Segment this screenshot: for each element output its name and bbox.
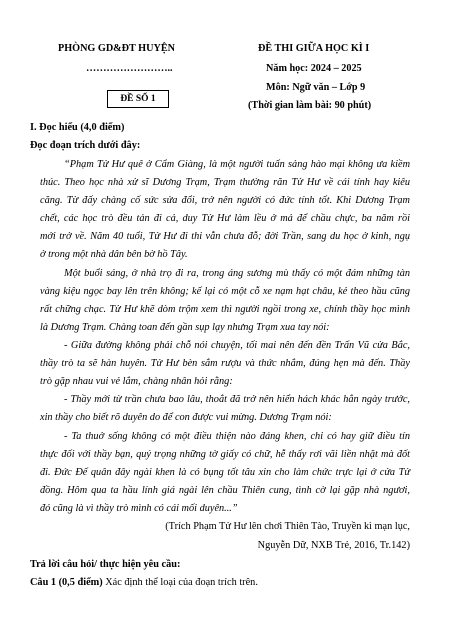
passage-line: “Phạm Tử Hư quê ở Cẩm Giàng, là một người tuấn sảng hào mại không ưa kiềm bbox=[64, 159, 410, 170]
exam-title: ĐỀ THI GIỮA HỌC KÌ I bbox=[258, 43, 370, 54]
passage-line: đi. Đức Đế quân đây ngài khen là có bụng tốt tâu xin cho làm chức trực lại ở cửa Tử bbox=[40, 467, 410, 478]
passage-line: - Ta thuở sống không có một điều thiện nào đáng khen, chỉ có hay giữ điều tín bbox=[64, 431, 410, 442]
passage-line: là Dương Trạm. Chàng toan đến gần sụp lạy nhưng Trạm xua tay nói: bbox=[40, 322, 330, 333]
citation-line: (Trích Phạm Tử Hư lên chơi Thiên Tào, Truyền kì mạn lục, bbox=[165, 521, 410, 532]
passage-line: mới trở về. Năm 40 tuổi, Tử Hư đi thi vẫn chưa đỗ; đời Trần, sang du học ở kinh, ngụ bbox=[40, 231, 410, 242]
subject-line: Môn: Ngữ văn – Lớp 9 bbox=[266, 82, 366, 93]
passage-line: xin thầy cho biết rõ duyên do để con được vui mừng. Dương Trạm nói: bbox=[40, 412, 332, 423]
school-year: Năm học: 2024 – 2025 bbox=[266, 63, 362, 74]
citation-line: Nguyễn Dữ, NXB Trẻ, 2016, Tr.142) bbox=[257, 540, 410, 551]
passage-line: thầy trò ta sẽ hàn huyên. Tử Hư bèn sắm rượu và thức nhắm, đúng hẹn mà đến. Thầy bbox=[40, 358, 410, 369]
passage-line: vàng kiệu ngọc bay lên trên không; kế lại có một cỗ xe nạm hạt châu, kẻ theo hầu cũng bbox=[40, 286, 410, 297]
question-1 bbox=[30, 576, 258, 590]
department-label: PHÒNG GD&ĐT HUYỆN bbox=[58, 43, 175, 54]
passage-line: - Thầy mới từ trần chưa bao lâu, thoắt đã trở nên hiển hách khác hẳn ngày trước, bbox=[64, 394, 410, 405]
section-title: I. Đọc hiểu (4,0 điểm) bbox=[30, 122, 125, 133]
passage-line: căng. Từ đấy chàng cố sức sửa đổi, trở nên người có đức tính tốt. Khi Dương Trạm bbox=[40, 195, 410, 206]
questions-heading: Trả lời câu hỏi/ thực hiện yêu cầu: bbox=[30, 559, 181, 570]
section-instruction: Đọc đoạn trích dưới đây: bbox=[30, 140, 141, 151]
passage-line: rất chững chạc. Tử Hư khẽ dòm trộm xem thì người ngồi trong xe, chính thầy học mình bbox=[40, 304, 410, 315]
passage-line: chết, các học trò đều tản đi cả, duy Tử Hư làm lều ở mả để chầu chực, ba năm rồi bbox=[40, 213, 410, 224]
exam-duration: (Thời gian làm bài: 90 phút) bbox=[248, 100, 372, 111]
passage-line: Một buổi sáng, ở nhà trọ đi ra, trong áng sương mù thấy có một đám những tàn bbox=[64, 268, 410, 279]
passage-line: thực đối với thầy bạn, quý trọng những tờ giấy có chữ, hễ thấy rơi vãi liền nhặt mà đốt bbox=[40, 449, 410, 460]
passage-line: đó cũng là vì thầy trò mình có cái mối duyên...” bbox=[40, 503, 238, 514]
question-1-label: Câu 1 (0,5 điểm) bbox=[30, 577, 103, 588]
district-placeholder: …………………….. bbox=[86, 63, 173, 74]
passage-line: trò gặp nhau vui vẻ lắm, chàng nhân hỏi rằng: bbox=[40, 376, 233, 387]
passage-line: ở trong một nhà dân bên bờ hồ Tây. bbox=[40, 249, 188, 260]
passage-line: đồng. Hôm qua ta hầu lính giá ngài lên chầu Thiên cung, tình cờ lại gặp nhà ngươi, bbox=[40, 485, 410, 496]
passage-line: thúc. Theo học nhà xử sĩ Dương Trạm, Trạm thường răn Tử Hư về cái tính hay kiêu bbox=[40, 177, 410, 188]
exam-code-box: ĐỀ SỐ 1 bbox=[107, 90, 169, 108]
passage-line: - Giữa đường không phải chỗ nói chuyện, tối mai nên đến đền Trấn Vũ cửa Bắc, bbox=[64, 340, 410, 351]
question-1-text: Xác định thể loại của đoạn trích trên. bbox=[102, 577, 258, 588]
